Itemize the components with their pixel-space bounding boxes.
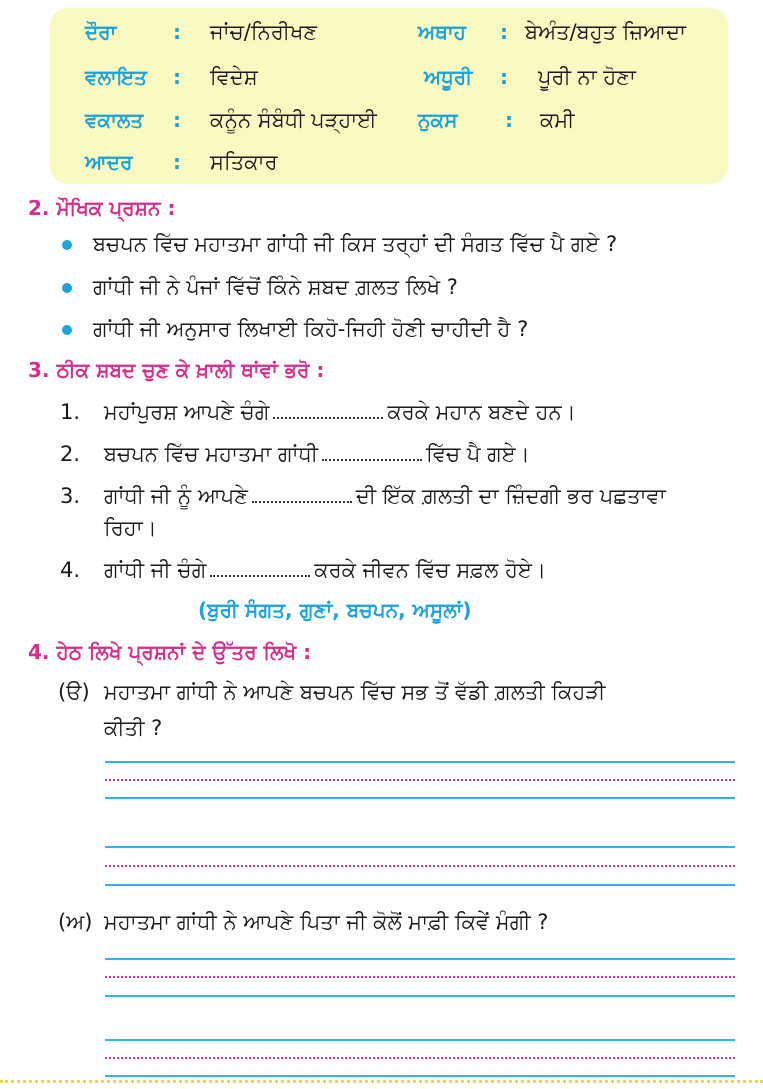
- glossary-term: ਵਲਾਇਤ: [85, 65, 147, 89]
- answer-line[interactable]: [105, 846, 735, 848]
- glossary-colon: :: [500, 20, 508, 44]
- fill-blank-sentence: ਮਹਾਂਪੁਰਸ਼ ਆਪਣੇ ਚੰਗੇ ਕਰਕੇ ਮਹਾਨ ਬਣਦੇ ਹਨ।: [104, 400, 576, 424]
- answer-line[interactable]: [105, 884, 735, 886]
- blank-space[interactable]: [273, 403, 383, 419]
- glossary-definition: ਜਾਂਚ/ਨਿਰੀਖਣ: [210, 20, 318, 44]
- glossary-definition: ਵਿਦੇਸ਼: [210, 65, 258, 89]
- glossary-colon: :: [173, 65, 181, 89]
- bullet-icon: [62, 283, 72, 293]
- oral-question: ਬਚਪਨ ਵਿੱਚ ਮਹਾਤਮਾ ਗਾਂਧੀ ਜੀ ਕਿਸ ਤਰ੍ਹਾਂ ਦੀ ਸੰਗਤ ਵਿੱਚ ਪੈ ਗਏ ?: [93, 232, 618, 256]
- glossary-definition: ਕਨੂੰਨ ਸੰਬੰਧੀ ਪੜ੍ਹਾਈ: [210, 108, 377, 132]
- answer-line[interactable]: [105, 1039, 735, 1041]
- oral-question: ਗਾਂਧੀ ਜੀ ਅਨੁਸਾਰ ਲਿਖਾਈ ਕਿਹੋ-ਜਿਹੀ ਹੋਣੀ ਚਾਹੀਦੀ ਹੈ ?: [93, 317, 529, 341]
- glossary-definition: ਪੂਰੀ ਨਾ ਹੋਣਾ: [538, 65, 636, 89]
- section-heading: 3. ਠੀਕ ਸ਼ਬਦ ਚੁਣ ਕੇ ਖ਼ਾਲੀ ਥਾਂਵਾਂ ਭਰੋ :: [28, 358, 325, 382]
- answer-line[interactable]: [105, 797, 735, 799]
- answer-guide-line: [105, 779, 735, 781]
- fill-blank-sentence: ਗਾਂਧੀ ਜੀ ਚੰਗੇ ਕਰਕੇ ਜੀਵਨ ਵਿੱਚ ਸਫ਼ਲ ਹੋਏ।: [104, 558, 546, 582]
- blank-space[interactable]: [322, 445, 422, 461]
- glossary-term: ਆਦਰ: [85, 150, 133, 174]
- glossary-term: ਅਥਾਹ: [418, 20, 466, 44]
- glossary-term: ਵਕਾਲਤ: [85, 108, 144, 132]
- blank-space[interactable]: [210, 561, 310, 577]
- sentence-continuation: ਰਿਹਾ।: [104, 516, 157, 540]
- glossary-term: ਦੌਰਾ: [85, 20, 117, 44]
- answer-guide-line: [105, 865, 735, 867]
- glossary-term: ਅਧੂਰੀ: [424, 65, 473, 89]
- answer-line[interactable]: [105, 1075, 735, 1077]
- glossary-definition: ਸਤਿਕਾਰ: [210, 150, 278, 174]
- written-question-continuation: ਕੀਤੀ ?: [104, 716, 163, 740]
- fill-blank-sentence: ਗਾਂਧੀ ਜੀ ਨੂੰ ਆਪਣੇ ਦੀ ਇੱਕ ਗ਼ਲਤੀ ਦਾ ਜ਼ਿੰਦਗੀ ਭਰ ਪਛਤਾਵਾ: [104, 484, 666, 508]
- glossary-colon: :: [173, 108, 181, 132]
- glossary-colon: :: [173, 150, 181, 174]
- answer-guide-line: [105, 976, 735, 978]
- section-heading: 4. ਹੇਠ ਲਿਖੇ ਪ੍ਰਸ਼ਨਾਂ ਦੇ ਉੱਤਰ ਲਿਖੋ :: [28, 640, 312, 664]
- item-number: 1.: [60, 400, 81, 424]
- written-question: ਮਹਾਤਮਾ ਗਾਂਧੀ ਨੇ ਆਪਣੇ ਬਚਪਨ ਵਿੱਚ ਸਭ ਤੋਂ ਵੱਡੀ ਗ਼ਲਤੀ ਕਿਹੜੀ: [104, 680, 606, 704]
- glossary-colon: :: [500, 65, 508, 89]
- written-question: ਮਹਾਤਮਾ ਗਾਂਧੀ ਨੇ ਆਪਣੇ ਪਿਤਾ ਜੀ ਕੋਲੋਂ ਮਾਫ਼ੀ ਕਿਵੇਂ ਮੰਗੀ ?: [104, 910, 549, 934]
- glossary-definition: ਕਮੀ: [540, 108, 575, 132]
- bullet-icon: [62, 240, 72, 250]
- bullet-icon: [62, 325, 72, 335]
- question-label: (ੳ): [58, 680, 90, 704]
- fill-blank-sentence: ਬਚਪਨ ਵਿੱਚ ਮਹਾਤਮਾ ਗਾਂਧੀ ਵਿੱਚ ਪੈ ਗਏ।: [104, 442, 530, 466]
- answer-guide-line: [105, 1057, 735, 1059]
- glossary-colon: :: [173, 20, 181, 44]
- question-label: (ਅ): [58, 910, 93, 934]
- answer-line[interactable]: [105, 761, 735, 763]
- page-border-decoration: [0, 1080, 763, 1083]
- section-heading: 2. ਮੌਖਿਕ ਪ੍ਰਸ਼ਨ :: [28, 196, 176, 220]
- word-options: (ਬੁਰੀ ਸੰਗਤ, ਗੁਣਾਂ, ਬਚਪਨ, ਅਸੂਲਾਂ): [198, 598, 472, 622]
- answer-line[interactable]: [105, 995, 735, 997]
- glossary-colon: :: [505, 108, 513, 132]
- item-number: 2.: [60, 442, 81, 466]
- glossary-definition: ਬੇਅੰਤ/ਬਹੁਤ ਜ਼ਿਆਦਾ: [525, 20, 687, 44]
- blank-space[interactable]: [252, 487, 352, 503]
- item-number: 3.: [60, 484, 81, 508]
- item-number: 4.: [60, 558, 81, 582]
- answer-line[interactable]: [105, 958, 735, 960]
- oral-question: ਗਾਂਧੀ ਜੀ ਨੇ ਪੰਜਾਂ ਵਿੱਚੋਂ ਕਿੰਨੇ ਸ਼ਬਦ ਗ਼ਲਤ ਲਿਖੇ ?: [93, 275, 458, 299]
- glossary-term: ਨੁਕਸ: [418, 108, 458, 132]
